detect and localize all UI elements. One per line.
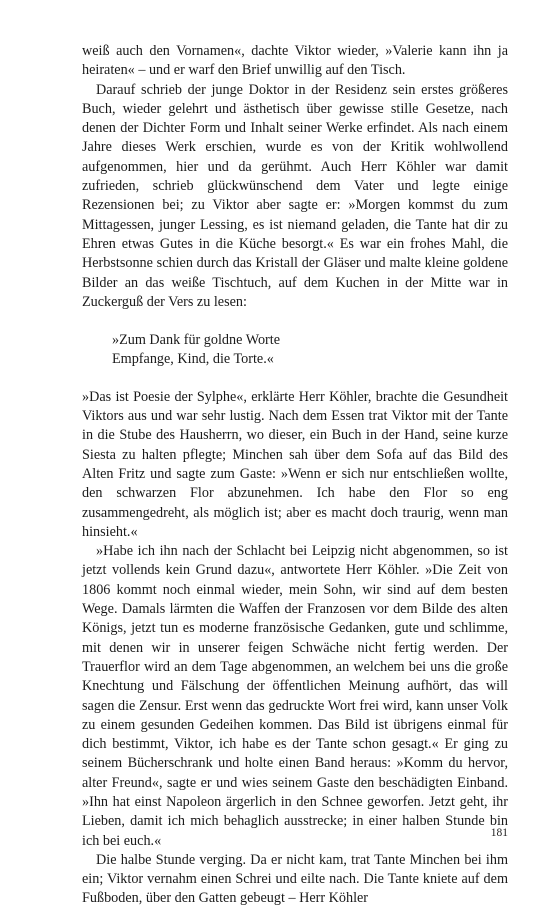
verse-line-2: Empfange, Kind, die Torte.« xyxy=(112,351,274,368)
paragraph-2: Darauf schrieb der junge Doktor in der Residenz sein erstes größeres Buch, wieder gelehrt und ästhetisch über gewisse stille Gesetze, nach denen der Dichter Form und Inhalt seiner Werke erfindet. Als nach einem Jahre dieses Werk erschien, wurde es von der Kritik wohlwollend aufgenommen, hier und da gerühmt. Auch Herr Köhler war damit zufrieden, schrieb glückwünschend dem Vater und legte einige Rezensionen bei; zu Viktor aber sagte er: »Morgen kommst du zum Mittagessen, junger Lessing, es ist niemand geladen, die Tante hat dir zu Ehren etwas Gutes in die Küche besorgt.« Es war ein frohes Mahl, die Herbstsonne schien durch das Kristall der Gläser und malte kleine goldene Bilder an das weiße Tischtuch, auf dem Kuchen in der Mitte war in Zuckerguß der Vers zu lesen: xyxy=(82,81,508,310)
verse-line-1: »Zum Dank für goldne Worte xyxy=(112,332,281,349)
verse-block xyxy=(112,331,508,370)
paragraph-4: »Habe ich ihn nach der Schlacht bei Leipzig nicht abgenommen, so ist jetzt vollends kein Grund dazu«, antwortete Herr Köhler. »Die Zeit von 1806 kommt noch einmal wieder, mein Sohn, wir sind auf dem besten Wege. Damals lärmten die Waffen der Franzosen vor dem Bilde des alten Königs, jetzt tun es moderne französische Gedanken, gute und schlimme, mit denen wir in unserer feigen Schwäche nicht fertig werden. Der Trauerflor wird an dem Tage abgenommen, an welchem bei uns die große Knechtung und Fälschung der öffentlichen Meinung aufhört, das will sagen die Zensur. Erst wenn das gedruckte Wort frei wird, kann unser Volk zu einem gesunden Gedeihen kommen. Das Bild ist übrigens einmal für dich bestimmt, Viktor, ich habe es der Tante schon gesagt.« Er ging zu seinem Bücherschrank und holte einen Band heraus: »Komm du hervor, alter Freund«, sagte er und wies seinem Gaste den beschädigten Einband. »Ihn hat einst Napoleon ärgerlich in den Schnee geworfen. Jetzt geht, ihr Lieben, damit ich mich behaglich ausstrecke; in einer halben Stunde bin ich bei euch.« xyxy=(82,543,508,849)
paragraph-5: Die halbe Stunde verging. Da er nicht kam, trat Tante Minchen bei ihm ein; Viktor vernahm einen Schrei und eilte nach. Die Tante kniete auf dem Fußboden, über den Gatten gebeugt – Herr Köhler xyxy=(82,851,508,907)
paragraph-1: weiß auch den Vornamen«, dachte Viktor wieder, »Valerie kann ihn ja heiraten« – und er warf den Brief unwillig auf den Tisch. xyxy=(82,43,508,79)
page-body xyxy=(82,42,508,909)
page-number: 181 xyxy=(490,827,508,839)
paragraph-3: »Das ist Poesie der Sylphe«, erklärte Herr Köhler, brachte die Gesundheit Viktors aus und war sehr lustig. Nach dem Essen trat Viktor mit der Tante in die Stube des Hausherrn, wo dieser, ein Buch in der Hand, seine kurze Siesta zu halten pflegte; Minchen sah über dem Sofa auf das Bild des Alten Fritz und sagte zum Gaste: »Wenn er sich nur entschließen wollte, den schwarzen Flor abzunehmen. Ich habe den Flor so eng zusammengedreht, als möglich ist; aber es macht doch traurig, wenn man hinsieht.« xyxy=(82,388,508,540)
